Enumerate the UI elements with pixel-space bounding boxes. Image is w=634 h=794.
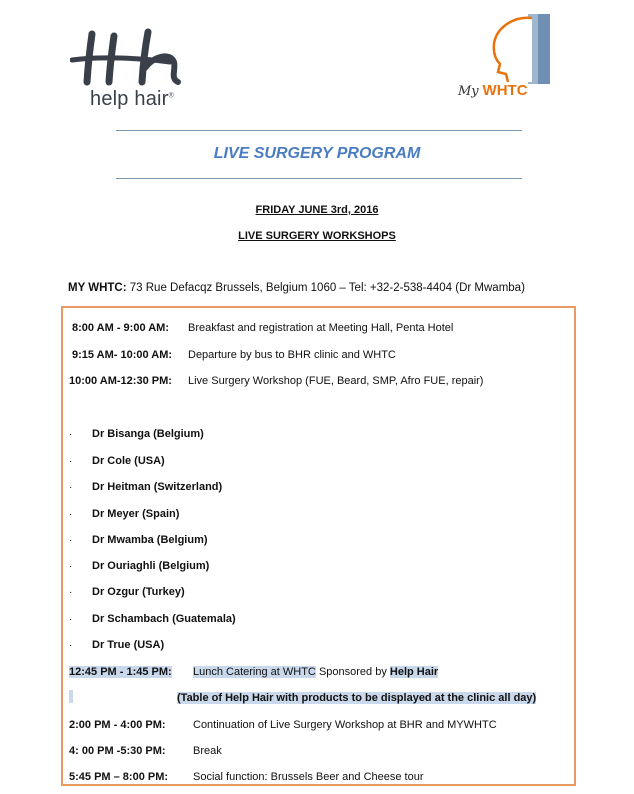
event-date: FRIDAY JUNE 3rd, 2016 xyxy=(255,204,379,216)
list-item: Dr Ouriaghli (Belgium) xyxy=(92,560,210,572)
list-item: Dr Mwamba (Belgium) xyxy=(92,534,208,546)
schedule-time: 4: 00 PM -5:30 PM: xyxy=(69,745,166,757)
lunch-note: (Table of Help Hair with products to be displayed at the clinic all day) xyxy=(177,692,537,704)
page-title: LIVE SURGERY PROGRAM xyxy=(213,145,421,162)
schedule-time: 2:00 PM - 4:00 PM: xyxy=(69,719,166,731)
address-label: MY WHTC: xyxy=(68,282,127,294)
schedule-time: 8:00 AM - 9:00 AM: xyxy=(72,322,169,334)
list-item: Dr Schambach (Guatemala) xyxy=(92,613,236,625)
bullet-icon: · xyxy=(69,429,73,440)
bullet-icon: · xyxy=(69,509,73,520)
list-item: Dr Bisanga (Belgium) xyxy=(92,428,204,440)
bullet-icon: · xyxy=(69,456,73,467)
head-profile-icon xyxy=(458,14,558,84)
address-text: 73 Rue Defacqz Brussels, Belgium 1060 – Tel: +32-2-538-4404 (Dr Mwamba) xyxy=(126,282,525,294)
my-whtc-logo xyxy=(458,14,558,114)
highlight-marker xyxy=(69,690,73,703)
title-rule-top xyxy=(116,130,522,131)
schedule-time: 12:45 PM - 1:45 PM: xyxy=(69,666,172,678)
bullet-icon: · xyxy=(69,614,73,625)
schedule-description: Break xyxy=(193,745,222,757)
list-item: Dr Meyer (Spain) xyxy=(92,508,180,520)
title-rule-bottom xyxy=(116,178,522,179)
bullet-icon: · xyxy=(69,561,73,572)
help-hair-logo xyxy=(70,28,200,114)
list-item: Dr Heitman (Switzerland) xyxy=(92,481,223,493)
list-item: Dr Ozgur (Turkey) xyxy=(92,586,185,598)
my-whtc-logo-text: My WHTC xyxy=(458,82,528,99)
schedule-description: Departure by bus to BHR clinic and WHTC xyxy=(188,349,396,361)
bullet-icon: · xyxy=(69,640,73,651)
schedule-description: Lunch Catering at WHTC Sponsored by Help Hair xyxy=(193,666,439,678)
schedule-description: Continuation of Live Surgery Workshop at BHR and MYWHTC xyxy=(193,719,497,731)
schedule-description: Social function: Brussels Beer and Cheese tour xyxy=(193,771,424,783)
help-hair-logo-mark xyxy=(70,28,195,88)
bullet-icon: · xyxy=(69,535,73,546)
bullet-icon: · xyxy=(69,587,73,598)
list-item: Dr True (USA) xyxy=(92,639,165,651)
bullet-icon: · xyxy=(69,482,73,493)
schedule-time: 9:15 AM- 10:00 AM: xyxy=(72,349,173,361)
schedule-time: 10:00 AM-12:30 PM: xyxy=(69,375,172,387)
schedule-time: 5:45 PM – 8:00 PM: xyxy=(69,771,169,783)
schedule-description: Live Surgery Workshop (FUE, Beard, SMP, Afro FUE, repair) xyxy=(188,375,484,387)
schedule-description: Breakfast and registration at Meeting Hall, Penta Hotel xyxy=(188,322,454,334)
list-item: Dr Cole (USA) xyxy=(92,455,165,467)
event-subtitle: LIVE SURGERY WORKSHOPS xyxy=(238,230,396,242)
help-hair-logo-text: help hair® xyxy=(90,88,174,110)
address-line xyxy=(68,282,525,294)
